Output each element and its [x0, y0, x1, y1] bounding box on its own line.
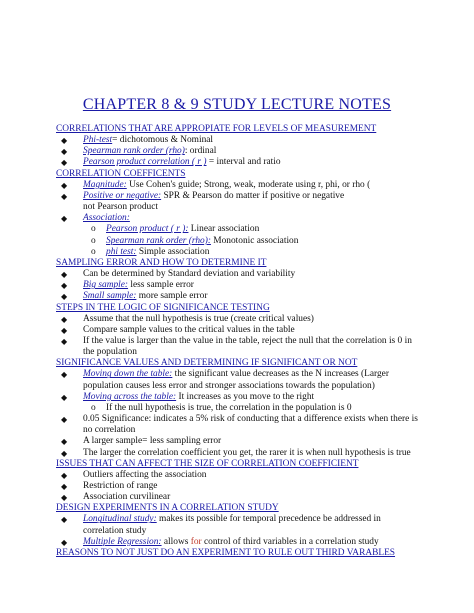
term-label: Longitudinal study: — [83, 514, 157, 525]
page-title: CHAPTER 8 & 9 STUDY LECTURE NOTES — [82, 96, 392, 113]
list-item — [56, 180, 426, 191]
list-item-continuation: the population — [83, 347, 137, 358]
term-label: Small sample: — [83, 291, 137, 302]
item-text: : ordinal — [184, 146, 217, 157]
list-item — [56, 191, 426, 202]
section-heading-correlation-coefficients: CORRELATION COEFFICENTS — [56, 168, 186, 179]
sub-list-item: o If the null hypothesis is true, the correlation in the population is 0 — [56, 403, 426, 414]
term-label: Big sample: — [83, 280, 129, 291]
term-label: Magnitude: — [83, 179, 127, 190]
sub-list-item — [56, 224, 426, 235]
list-item-continuation: correlation study — [83, 525, 147, 536]
list-item: ◆ Can be determined by Standard deviation and variability — [56, 269, 426, 280]
sub-list-item — [56, 247, 426, 258]
item-text: = dichotomous & Nominal — [112, 135, 214, 146]
item-text: Simple association — [136, 246, 210, 257]
list-item: ◆ 0.05 Significance: indicates a 5% risk of conducting that a difference exists when there is — [56, 414, 426, 425]
list-item — [56, 157, 426, 168]
term-label: Spearman rank order (rho): — [106, 235, 211, 246]
section-heading-significance-values: SIGNIFICANCE VALUES AND DETERMINING IF SIGNIFICANT OR NOT — [56, 358, 358, 369]
term-label: Moving across the table: — [83, 391, 177, 402]
list-item — [56, 369, 426, 380]
term-label: Positive or negative: — [83, 190, 162, 201]
list-item: ◆ The larger the correlation coefficient you get, the rarer it is when null hypothesis is true — [56, 448, 426, 459]
item-text: makes its possible for temporal precedence be addressed in — [156, 514, 381, 525]
item-text: allows — [161, 536, 191, 547]
section-heading-significance-testing: STEPS IN THE LOGIC OF SIGNIFICANCE TESTING — [56, 302, 270, 313]
item-text: control of third variables in a correlation study — [201, 536, 379, 547]
list-item — [56, 537, 426, 548]
item-text: less sample error — [128, 280, 194, 291]
term-label: Phi-test — [83, 135, 113, 146]
term-label: phi test: — [106, 246, 137, 257]
list-item: ◆ Outliers affecting the association — [56, 470, 426, 481]
list-item — [56, 392, 426, 403]
section-heading-issues-affecting-size: ISSUES THAT CAN AFFECT THE SIZE OF CORRELATION COEFFICIENT — [56, 458, 359, 469]
list-item: ◆ Compare sample values to the critical values in the table — [56, 325, 426, 336]
item-text: Use Cohen's guide; Strong, weak, moderate using r, phi, or rho ( — [126, 179, 371, 190]
item-text: Linear association — [188, 224, 260, 235]
list-item: ◆ A larger sample= less sampling error — [56, 436, 426, 447]
highlight-word: for — [190, 536, 202, 547]
list-item-continuation: not Pearson product — [83, 202, 158, 213]
list-item — [56, 213, 426, 224]
section-heading-sampling-error: SAMPLING ERROR AND HOW TO DETERMINE IT — [56, 257, 267, 268]
item-text: It increases as you move to the right — [176, 391, 315, 402]
list-item — [56, 146, 426, 157]
list-item-continuation: no correlation — [83, 425, 136, 436]
term-label: Multiple Regression: — [83, 536, 162, 547]
item-text: SPR & Pearson do matter if positive or negative — [161, 190, 345, 201]
list-item — [56, 514, 426, 525]
section-heading-reasons-not-experiment: REASONS TO NOT JUST DO AN EXPERIMENT TO RULE OUT THIRD VARABLES — [56, 547, 396, 558]
list-item — [56, 135, 426, 146]
term-label: Moving down the table: — [83, 369, 173, 380]
item-text: Monotonic association — [210, 235, 299, 246]
item-text: = interval and ratio — [206, 157, 281, 168]
list-item — [56, 280, 426, 291]
item-text: more sample error — [136, 291, 208, 302]
list-item: ◆ Association curvilinear — [56, 492, 426, 503]
list-item: ◆ If the value is larger than the value in the table, reject the null that the correlation is 0 in — [56, 336, 426, 347]
section-heading-correlation-levels: CORRELATIONS THAT ARE APPROPIATE FOR LEVELS OF MEASUREMENT — [56, 124, 377, 134]
term-label: Spearman rank order (rho) — [83, 146, 185, 157]
sub-list-item — [56, 236, 426, 247]
notes-body — [56, 124, 426, 559]
item-text: the significant value decreases as the N increases (Larger — [172, 369, 389, 380]
list-item: ◆ Assume that the null hypothesis is true (create critical values) — [56, 314, 426, 325]
list-item-continuation: population causes less error and stronger associations towards the population) — [83, 380, 375, 391]
list-item — [56, 291, 426, 302]
term-label: Pearson product correlation ( r ) — [83, 157, 207, 168]
term-label: Pearson product ( r ): — [106, 224, 189, 235]
section-heading-design-experiments: DESIGN EXPERIMENTS IN A CORRELATION STUDY — [56, 503, 279, 514]
list-item: ◆ Restriction of range — [56, 481, 426, 492]
term-label: Association: — [83, 213, 130, 224]
